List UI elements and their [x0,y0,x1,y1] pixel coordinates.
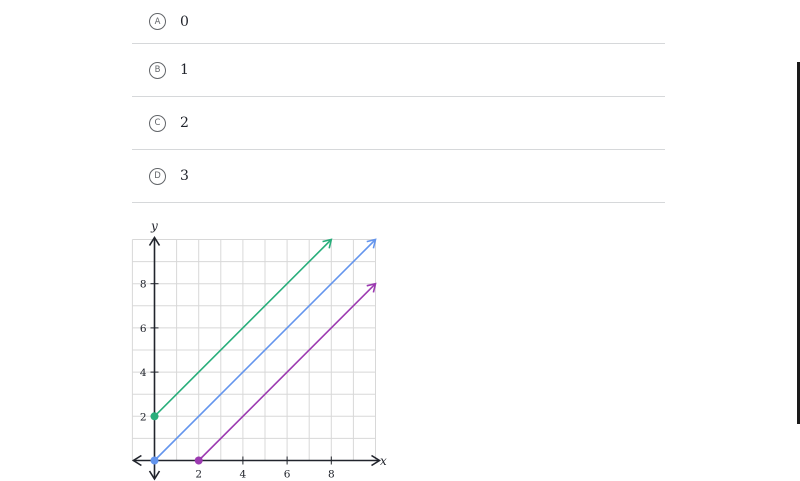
choice-d-marker: D [149,168,166,185]
series-start-point-3 [195,457,203,465]
choice-d-text: 3 [180,168,189,184]
series-start-point-2 [151,457,159,465]
graph-grid [132,240,375,461]
series-start-point-1 [151,412,159,420]
x-axis-label: x [380,454,387,468]
choice-b-marker: B [149,62,166,79]
choice-c-marker: C [149,115,166,132]
y-tick-label: 2 [139,411,147,424]
choice-a-marker: A [149,13,166,30]
y-tick-label: 4 [139,367,147,380]
choice-b-text: 1 [180,62,189,78]
y-tick-label: 6 [139,322,147,335]
choice-a-text: 0 [180,13,189,30]
x-tick-label: 8 [327,468,335,481]
y-axis-label: y [151,219,158,233]
choice-c-text: 2 [180,115,189,131]
graph-lines [151,240,376,465]
x-tick-label: 4 [239,468,247,481]
y-tick-label: 8 [139,278,147,291]
x-tick-label: 6 [283,468,291,481]
x-tick-label: 2 [195,468,203,481]
